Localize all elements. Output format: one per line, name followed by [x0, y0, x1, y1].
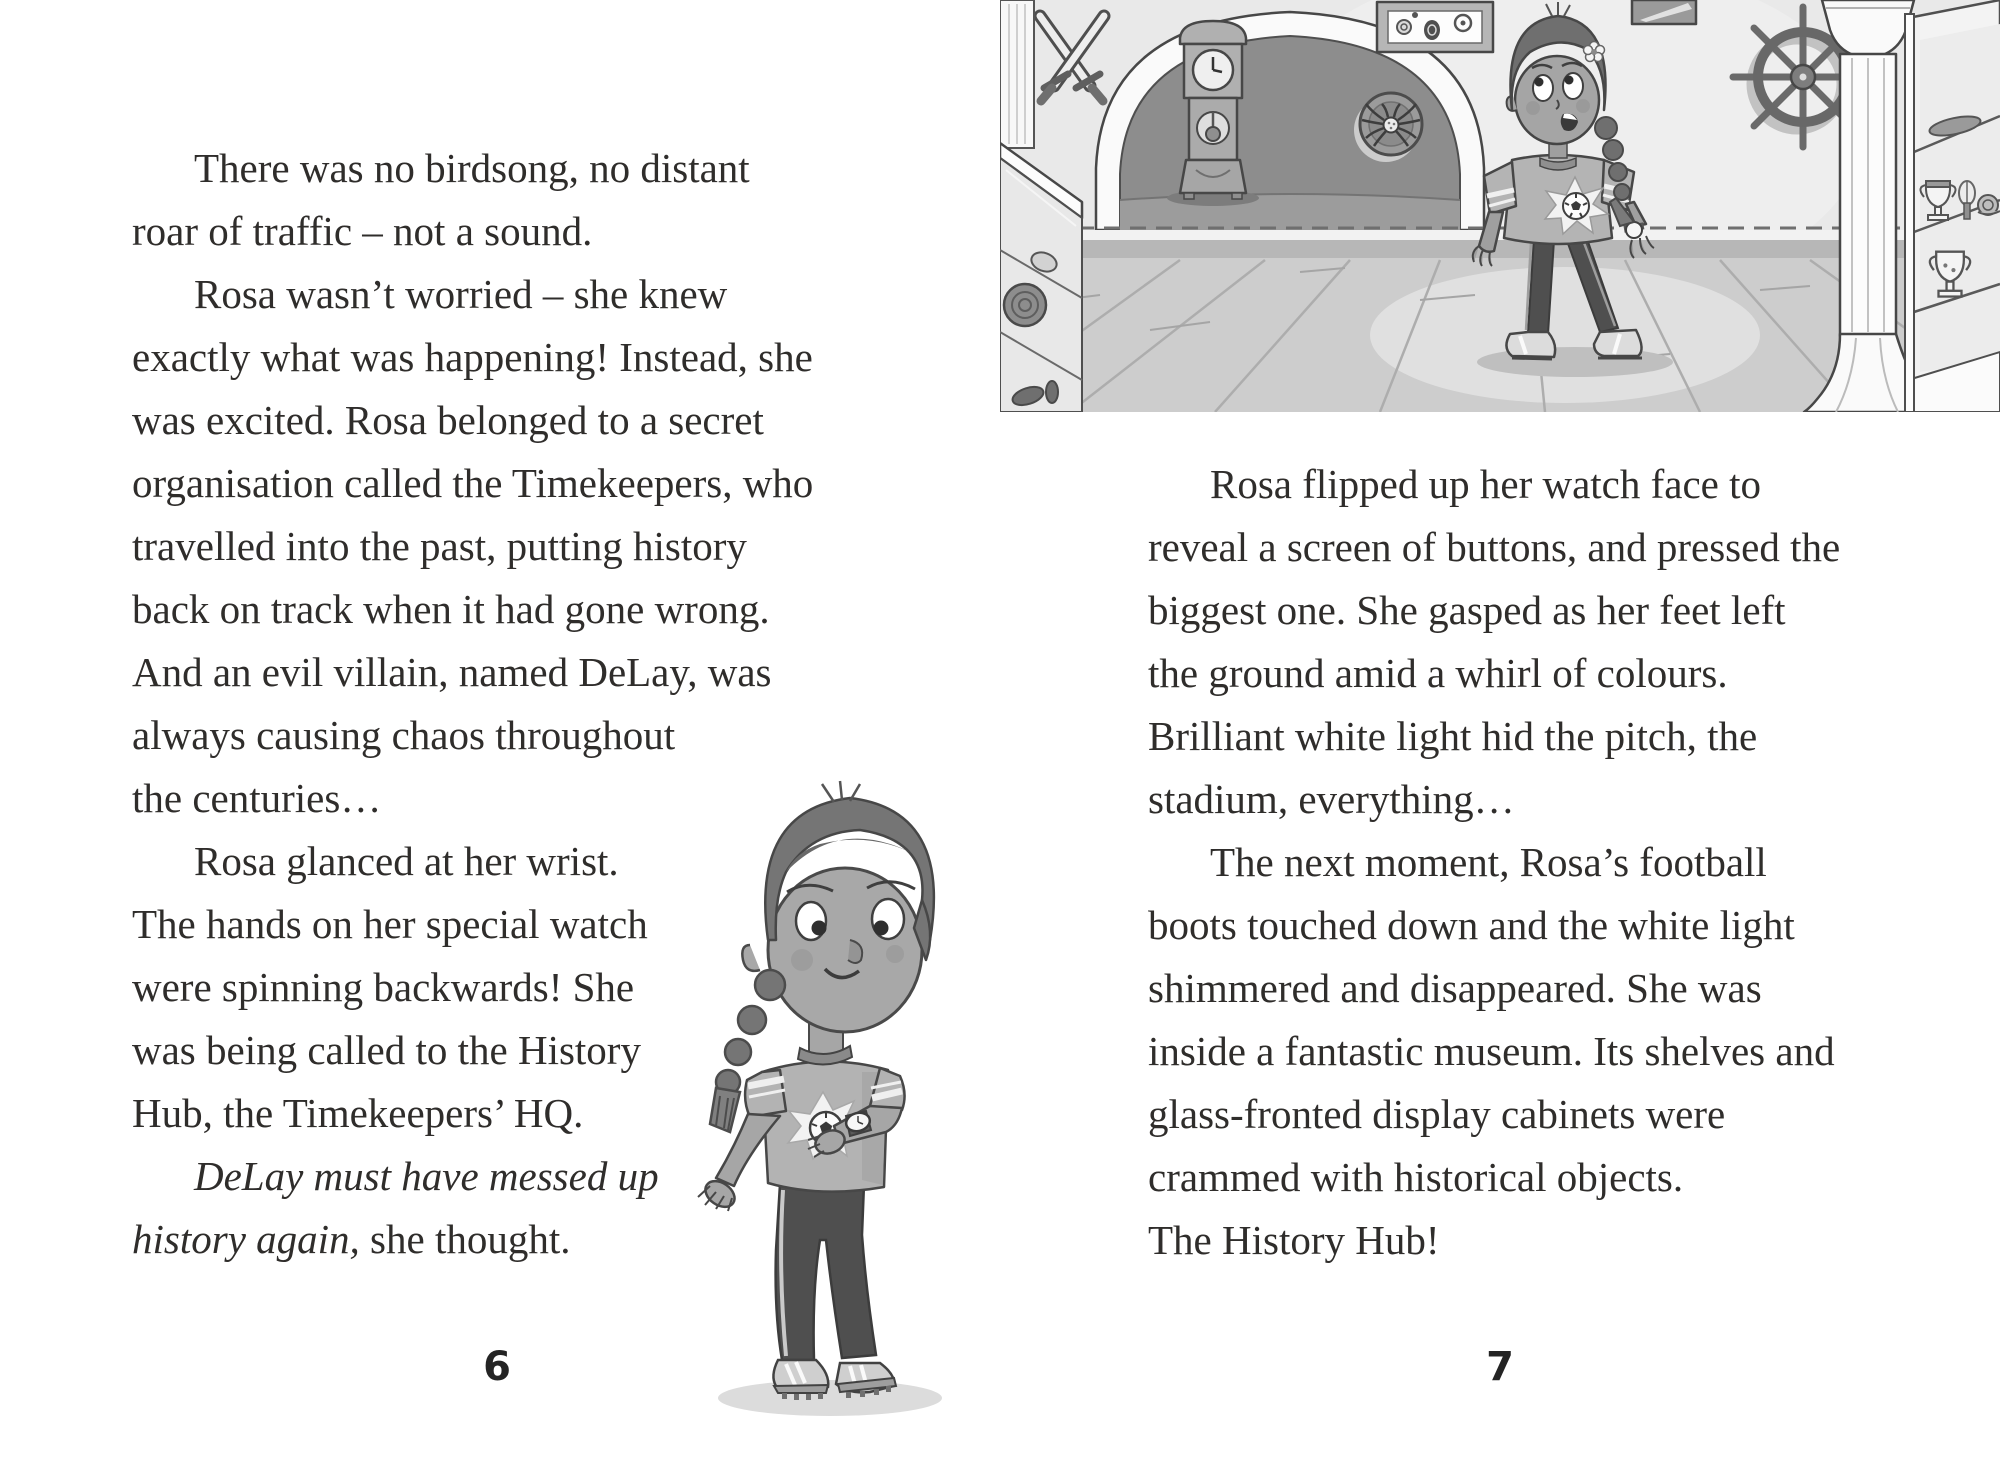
- body-text: back on track when it had gone wrong.: [132, 586, 770, 632]
- shadow: [718, 1380, 942, 1416]
- body-text: Rosa flipped up her watch face to: [1210, 461, 1762, 507]
- body-text: organisation called the Timekeepers, who: [132, 460, 814, 506]
- text-line: [1148, 768, 1840, 831]
- text-line: [132, 515, 813, 578]
- body-text: stadium, everything…: [1148, 776, 1515, 822]
- body-text: reveal a screen of buttons, and pressed the: [1148, 524, 1841, 570]
- italic-text: history again,: [132, 1216, 360, 1262]
- text-line: [1148, 579, 1840, 642]
- text-line: [132, 452, 813, 515]
- body-text: There was no birdsong, no distant: [194, 145, 750, 191]
- body-text: exactly what was happening! Instead, she: [132, 334, 813, 380]
- shadow: [1477, 347, 1673, 377]
- right-page-text: [1148, 453, 1840, 1272]
- text-line: [1148, 642, 1840, 705]
- text-line: [1148, 516, 1840, 579]
- text-line: [132, 200, 813, 263]
- text-line: [132, 389, 813, 452]
- text-line: [1148, 1083, 1840, 1146]
- left-page-number: 6: [483, 1344, 511, 1390]
- body-text: Rosa glanced at her wrist.: [194, 838, 619, 884]
- body-text: And an evil villain, named DeLay, was: [132, 649, 772, 695]
- body-text: she thought.: [359, 1216, 571, 1262]
- museum-illustration: [1000, 0, 2000, 412]
- body-text: biggest one. She gasped as her feet left: [1148, 587, 1786, 633]
- text-line: [1148, 894, 1840, 957]
- text-line: [1148, 705, 1840, 768]
- body-text: boots touched down and the white light: [1148, 902, 1795, 948]
- body-text: Brilliant white light hid the pitch, the: [1148, 713, 1758, 759]
- text-line: [132, 704, 813, 767]
- text-line: [132, 578, 813, 641]
- body-text: Rosa wasn’t worried – she knew: [194, 271, 728, 317]
- fossil-frame-icon: [1377, 2, 1493, 52]
- text-line: [132, 137, 813, 200]
- body-text: the ground amid a whirl of colours.: [1148, 650, 1728, 696]
- body-text: glass-fronted display cabinets were: [1148, 1091, 1726, 1137]
- text-line: [1148, 453, 1840, 516]
- text-line: [132, 641, 813, 704]
- body-text: shimmered and disappeared. She was: [1148, 965, 1762, 1011]
- body-text: was being called to the History: [132, 1027, 641, 1073]
- body-text: Hub, the Timekeepers’ HQ.: [132, 1090, 584, 1136]
- picture-frame-icon: [1632, 0, 1696, 24]
- italic-text: DeLay must have messed up: [194, 1153, 659, 1199]
- body-text: were spinning backwards! She: [132, 964, 635, 1010]
- right-page-number: 7: [1486, 1344, 1514, 1390]
- body-text: The hands on her special watch: [132, 901, 648, 947]
- trousers: [776, 1184, 876, 1360]
- text-line: [132, 326, 813, 389]
- body-text: inside a fantastic museum. Its shelves and: [1148, 1028, 1835, 1074]
- text-line: [132, 263, 813, 326]
- rosa-illustration: [690, 780, 1070, 1430]
- body-text: crammed with historical objects.: [1148, 1154, 1684, 1200]
- body-text: the centuries…: [132, 775, 382, 821]
- body-text: The History Hub!: [1148, 1217, 1440, 1263]
- body-text: travelled into the past, putting history: [132, 523, 747, 569]
- text-line: [1148, 1209, 1840, 1272]
- body-text: always causing chaos throughout: [132, 712, 676, 758]
- text-line: [1148, 831, 1840, 894]
- body-text: was excited. Rosa belonged to a secret: [132, 397, 764, 443]
- text-line: [1148, 1020, 1840, 1083]
- body-text: roar of traffic – not a sound.: [132, 208, 593, 254]
- trophy-cabinet-icon: [1905, 0, 2000, 412]
- text-line: [1148, 1146, 1840, 1209]
- text-line: [1148, 957, 1840, 1020]
- body-text: The next moment, Rosa’s football: [1210, 839, 1767, 885]
